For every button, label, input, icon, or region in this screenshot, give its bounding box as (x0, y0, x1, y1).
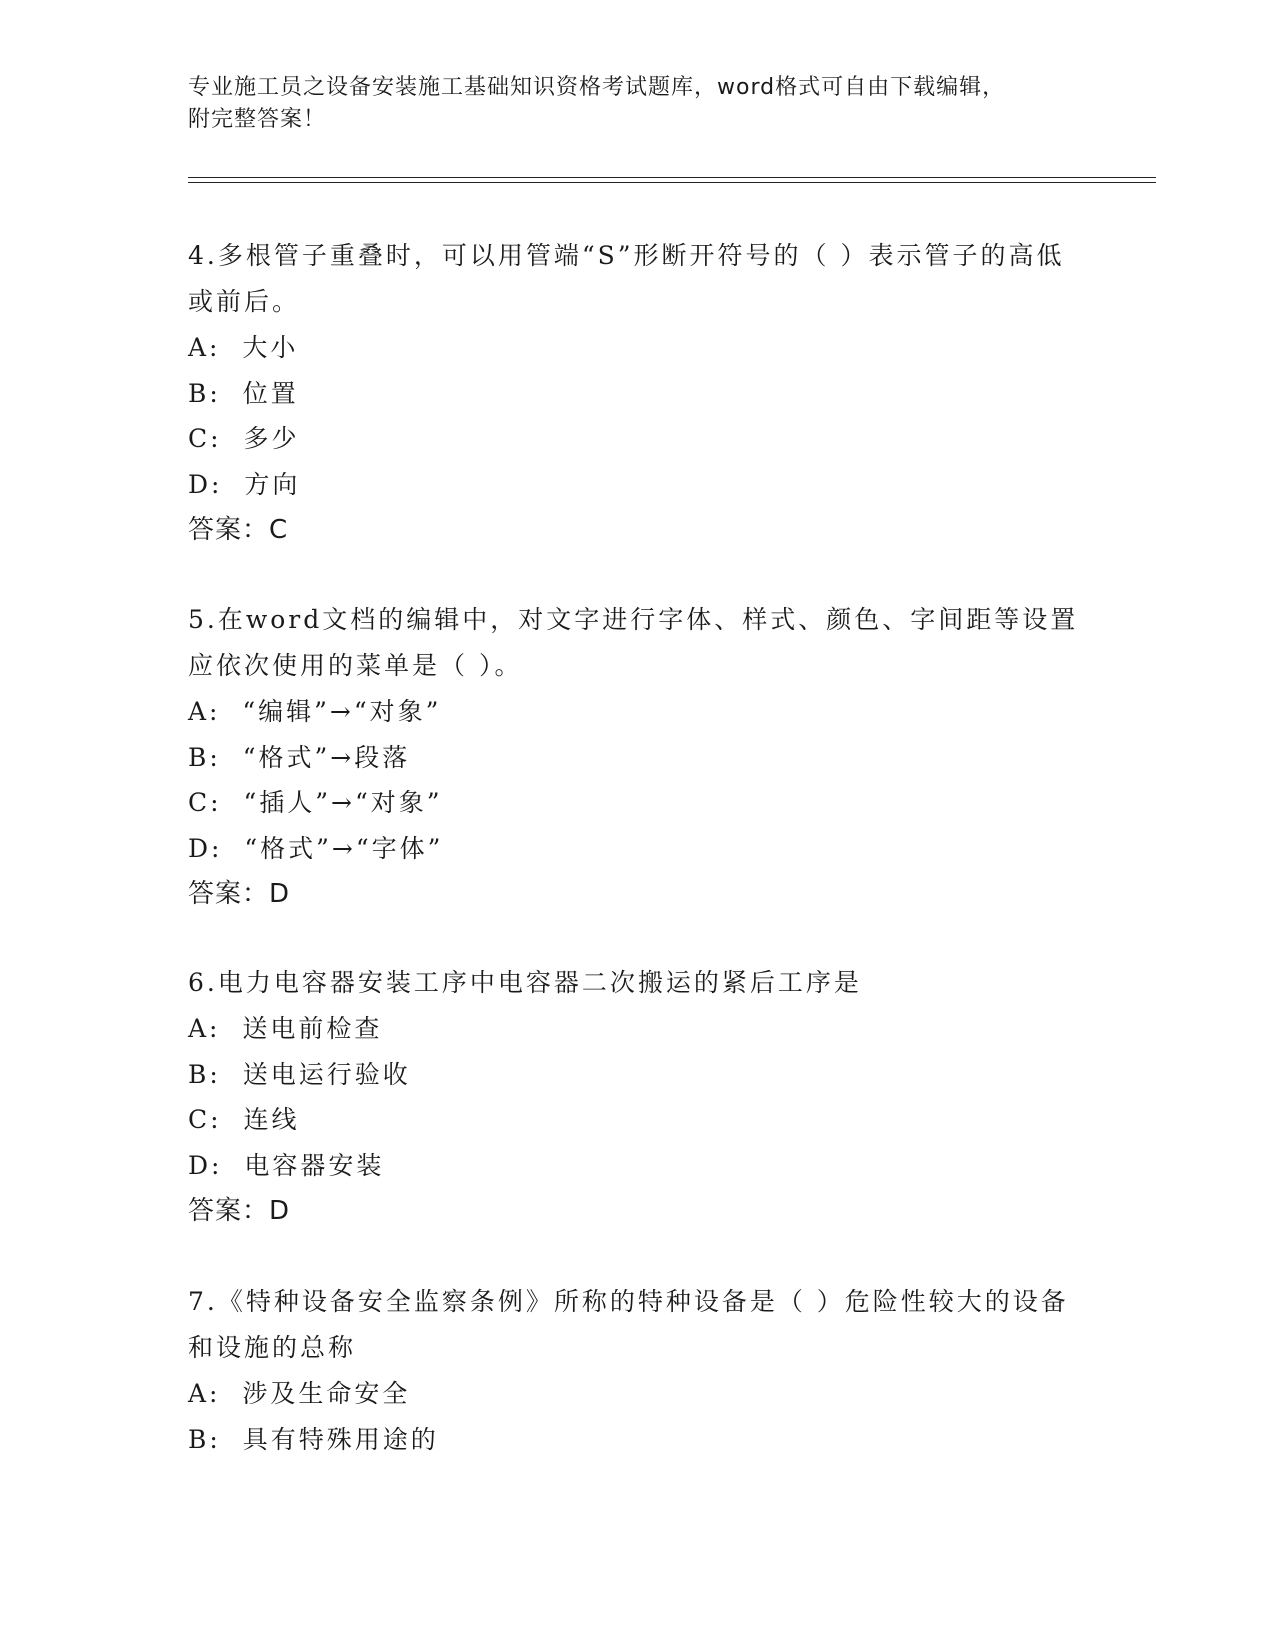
option-c: C: 连线 (188, 1105, 300, 1134)
option-d: D: 电容器安装 (188, 1150, 385, 1180)
question-stem: 5.在word文档的编辑中，对文字进行字体、样式、颜色、字间距等设置应依次使用的菜单是（ ）。 (188, 605, 1079, 680)
option-a: A: 送电前检查 (188, 1014, 383, 1043)
document-header: 专业施工员之设备安装施工基础知识资格考试题库，word格式可自由下载编辑， 附完整答案！ (188, 75, 1006, 132)
question-6 (188, 960, 1088, 1234)
question-5 (188, 597, 1088, 917)
question-stem: 4.多根管子重叠时，可以用管端“S”形断开符号的（ ）表示管子的高低或前后。 (188, 241, 1065, 316)
question-7 (188, 1279, 1088, 1462)
answer-line: 答案：C (188, 515, 289, 545)
question-4 (188, 233, 1088, 553)
header-divider-bottom (188, 182, 1156, 183)
option-c: C: 多少 (188, 424, 300, 453)
answer-line: 答案：D (188, 879, 291, 909)
option-b: B: 送电运行验收 (188, 1059, 411, 1089)
option-d: D: 方向 (188, 469, 301, 499)
option-a: A: 大小 (188, 333, 299, 362)
option-c: C: “插人”→“对象” (188, 788, 443, 817)
option-a: A: “编辑”→“对象” (188, 697, 442, 726)
question-stem: 6.电力电容器安装工序中电容器二次搬运的紧后工序是 (188, 968, 862, 997)
option-d: D: “格式”→“字体” (188, 833, 444, 863)
option-b: B: 具有特殊用途的 (188, 1424, 439, 1454)
option-b: B: “格式”→段落 (188, 742, 411, 772)
option-a: A: 涉及生命安全 (188, 1379, 411, 1408)
answer-line: 答案：D (188, 1196, 291, 1226)
header-divider-top (188, 177, 1156, 178)
question-stem: 7.《特种设备安全监察条例》所称的特种设备是（ ）危险性较大的设备和设施的总称 (188, 1287, 1069, 1362)
option-b: B: 位置 (188, 378, 299, 408)
